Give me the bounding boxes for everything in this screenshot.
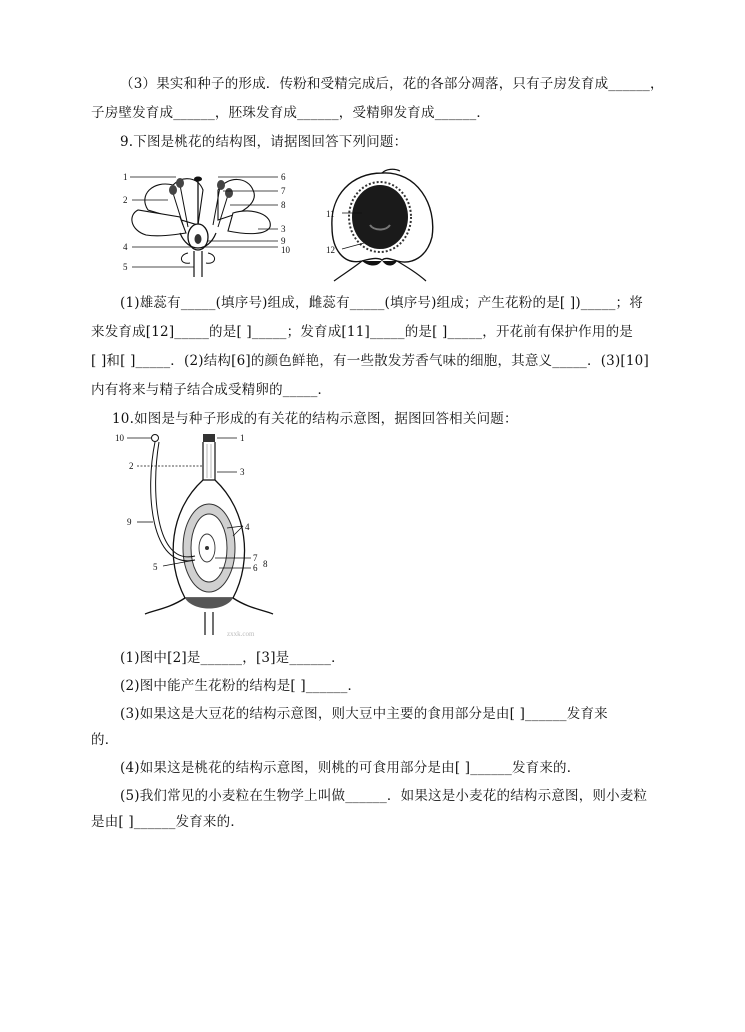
flower-label-4: 4 — [123, 242, 128, 252]
q9-line2: 来发育成[12]_____的是[ ]_____；发育成[11]_____的是[ ]_____，开花前有保护作用的是 — [91, 324, 633, 340]
flower-label-2: 2 — [123, 195, 128, 205]
flower-label-1: 1 — [123, 172, 128, 182]
peach-fruit-diagram — [322, 165, 442, 283]
fruit-label-11: 11 — [326, 209, 335, 219]
flower-label-8: 8 — [281, 200, 286, 210]
q10-s3b: 的． — [91, 732, 119, 748]
pistil-label-2: 2 — [129, 461, 134, 471]
peach-flower-diagram — [118, 165, 298, 280]
flower-label-3: 3 — [281, 224, 286, 234]
flower-label-7: 7 — [281, 186, 286, 196]
q8-part3-line2: 子房壁发育成______，胚珠发育成______，受精卵发育成______． — [91, 105, 491, 121]
pistil-label-7: 7 — [253, 553, 258, 563]
flower-label-10: 10 — [281, 245, 290, 255]
q10-s1: (1)图中[2]是______，[3]是______． — [120, 650, 345, 666]
q10-title: 10.如图是与种子形成的有关花的结构示意图，据图回答相关问题： — [112, 411, 518, 427]
flower-label-6: 6 — [281, 172, 286, 182]
q10-s2: (2)图中能产生花粉的结构是[ ]______． — [120, 678, 362, 694]
pistil-label-5: 5 — [153, 562, 158, 572]
watermark: zxxk.com — [227, 630, 255, 638]
pistil-diagram — [115, 430, 285, 640]
q9-line4: 内有将来与精子结合成受精卵的_____． — [91, 382, 332, 398]
q10-s3a: (3)如果这是大豆花的结构示意图，则大豆中主要的食用部分是由[ ]______发育来 — [120, 706, 608, 722]
fruit-label-12: 12 — [326, 245, 335, 255]
pistil-label-9: 9 — [127, 517, 132, 527]
pistil-label-3: 3 — [240, 467, 245, 477]
q10-s4: (4)如果这是桃花的结构示意图，则桃的可食用部分是由[ ]______发育来的． — [120, 760, 581, 776]
pistil-label-1: 1 — [240, 433, 245, 443]
q10-s5b: 是由[ ]______发育来的． — [91, 814, 245, 830]
flower-label-5: 5 — [123, 262, 128, 272]
pistil-label-10: 10 — [115, 433, 124, 443]
pistil-label-4: 4 — [245, 522, 250, 532]
flower-label-9: 9 — [281, 236, 286, 246]
q10-s5a: (5)我们常见的小麦粒在生物学上叫做______．如果这是小麦花的结构示意图，则小麦粒 — [120, 788, 648, 804]
pistil-label-8: 8 — [263, 559, 268, 569]
q8-part3-line1: （3）果实和种子的形成．传粉和受精完成后，花的各部分凋落，只有子房发育成______， — [120, 76, 664, 92]
q9-line3: [ ]和[ ]_____．(2)结构[6]的颜色鲜艳，有一些散发芳香气味的细胞，其意义_____．(3)[10] — [91, 353, 649, 369]
q9-line1: (1)雄蕊有_____(填序号)组成，雌蕊有_____(填序号)组成；产生花粉的是[ ])_____；将 — [120, 295, 643, 311]
pistil-label-6: 6 — [253, 563, 258, 573]
q9-title: 9.下图是桃花的结构图，请据图回答下列问题： — [120, 134, 408, 150]
